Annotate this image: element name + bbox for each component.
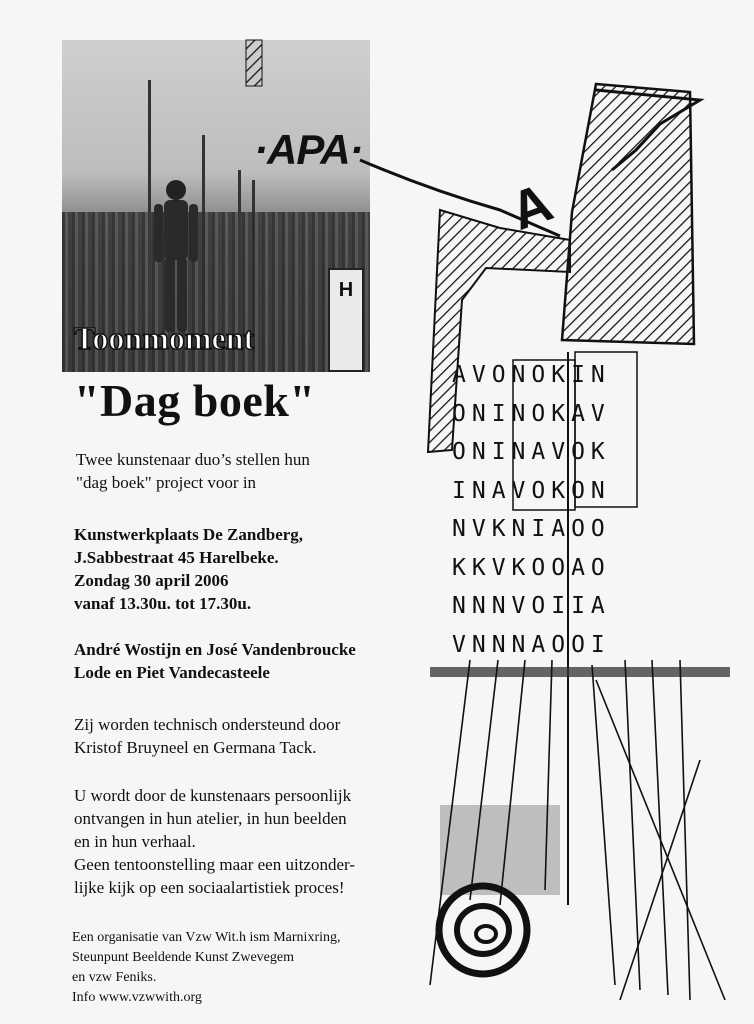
grid-row: NNNVOIIA <box>452 593 611 619</box>
intro-line: Twee kunstenaar duo’s stellen hun <box>76 450 310 469</box>
poster-title: "Dag boek" <box>74 375 316 426</box>
overlay-word: Toonmoment <box>74 320 255 356</box>
artists-block <box>74 638 454 684</box>
organizer-line: Een organisatie van Vzw Wit.h ism Marnixring, <box>72 930 341 945</box>
grid-row: ONINAVOK <box>452 439 611 465</box>
grid-row: NVKNIAOO <box>452 516 611 542</box>
invite-line: ontvangen in hun atelier, in hun beelden <box>74 809 347 828</box>
intro-text <box>76 448 416 494</box>
info-link[interactable]: Info www.vzwwith.org <box>72 990 202 1005</box>
event-date: Zondag 30 april 2006 <box>74 571 229 590</box>
invite-line: en in hun verhaal. <box>74 832 196 851</box>
grid-row: ONINOKAV <box>452 400 611 427</box>
organizer-block <box>72 928 452 1008</box>
intro-line: "dag boek" project voor in <box>76 473 257 492</box>
apa-lettering: ·APA· <box>254 126 363 173</box>
organizer-line: en vzw Feniks. <box>72 970 157 985</box>
grid-row: KKVKOOAO <box>452 554 611 581</box>
event-time: vanaf 13.30u. tot 17.30u. <box>74 594 252 613</box>
grid-row: INAVOKON <box>452 477 611 504</box>
venue-address: J.Sabbestraat 45 Harelbeke. <box>74 548 279 567</box>
letter-grid <box>452 356 611 664</box>
invite-text <box>74 784 444 899</box>
invite-line: Geen tentoonstelling maar een uitzonder- <box>74 855 355 874</box>
venue-block <box>74 523 434 615</box>
invite-line: lijke kijk op een sociaalartistiek proces! <box>74 878 345 897</box>
grid-row: VNNNAOOI <box>452 631 611 658</box>
support-line: Zij worden technisch ondersteund door <box>74 715 341 734</box>
artist-duo: André Wostijn en José Vandenbroucke <box>74 640 356 659</box>
organizer-line: Steunpunt Beeldende Kunst Zwevegem <box>72 950 295 965</box>
invite-line: U wordt door de kunstenaars persoonlijk <box>74 786 352 805</box>
venue-name: Kunstwerkplaats De Zandberg, <box>74 525 304 544</box>
support-line: Kristof Bruyneel en Germana Tack. <box>74 738 317 757</box>
big-letter: A <box>502 172 561 242</box>
artist-duo: Lode en Piet Vandecasteele <box>74 663 270 682</box>
grid-row: AVONOKIN <box>452 362 611 388</box>
support-text <box>74 713 434 759</box>
road-sign: H <box>328 268 364 372</box>
